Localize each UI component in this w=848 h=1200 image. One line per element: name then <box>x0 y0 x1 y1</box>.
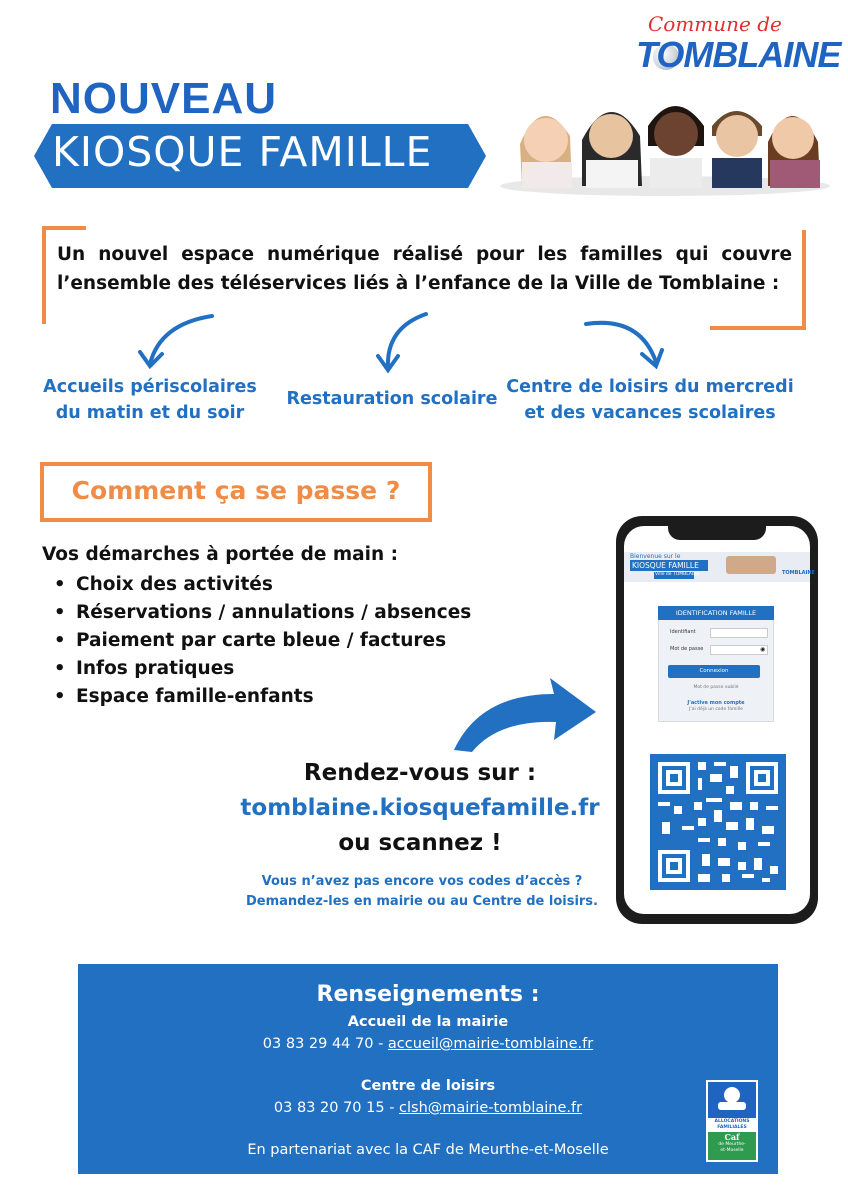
phone-screen <box>624 526 815 914</box>
category-centre-loisirs <box>504 374 796 426</box>
screen-logo: TOMBLAINE <box>782 570 815 576</box>
category-periscolaire <box>40 374 260 426</box>
list-item: • Espace famille-enfants <box>50 683 471 711</box>
caf-line3: Caf <box>724 1132 740 1142</box>
eye-icon[interactable]: ◉ <box>760 646 766 653</box>
category-periscolaire-line2: du matin et du soir <box>55 403 245 423</box>
screen-panel-title: IDENTIFICATION FAMILLE <box>675 609 757 617</box>
title-nouveau: NOUVEAU <box>50 74 278 123</box>
intro-paragraph: Un nouvel espace numérique réalisé pour les familles qui couvre l’ensemble des téléservices liés à l’enfance de la Ville de Tomblaine : <box>57 244 792 294</box>
screen-password-label: Mot de passe <box>670 646 704 652</box>
footer-centre-contact <box>78 1100 778 1116</box>
category-periscolaire-line1: Accueils périscolaires <box>43 377 257 397</box>
kiosque-url-link[interactable]: tomblaine.kiosquefamille.fr <box>240 795 600 821</box>
steps-title: Vos démarches à portée de main : <box>42 544 398 565</box>
category-restauration-line1: Restauration scolaire <box>286 389 498 409</box>
footer-centre-email-link[interactable]: clsh@mairie-tomblaine.fr <box>399 1100 583 1116</box>
screen-identifiant-input[interactable] <box>710 628 768 638</box>
footer-mairie-phone: 03 83 29 44 70 - <box>262 1036 388 1052</box>
phone-notch <box>668 522 766 540</box>
list-item: • Choix des activités <box>50 571 471 599</box>
access-codes-note-line1: Vous n’avez pas encore vos codes d’accès ? <box>261 874 583 889</box>
access-codes-note-line2: Demandez-les en mairie ou au Centre de loisirs. <box>245 894 598 909</box>
screen-login-label: Connexion <box>699 668 729 674</box>
footer-mairie-title: Accueil de la mairie <box>347 1014 509 1030</box>
caf-logo <box>706 1080 758 1162</box>
logo-script-text: Commune de <box>648 12 782 36</box>
caf-line2: FAMILIALES <box>717 1125 747 1130</box>
list-item: • Paiement par carte bleue / factures <box>50 627 471 655</box>
footer-title: Renseignements : <box>316 982 540 1007</box>
title-kiosque-famille: KIOSQUE FAMILLE <box>52 128 433 176</box>
category-centre-loisirs-line1: Centre de loisirs du mercredi <box>506 377 794 397</box>
how-title: Comment ça se passe ? <box>71 476 401 505</box>
footer-partner: En partenariat avec la CAF de Meurthe-et-Moselle <box>247 1142 609 1158</box>
access-codes-note <box>232 872 612 912</box>
caf-line5: et-Moselle <box>720 1148 744 1153</box>
caf-line4: de Meurthe- <box>718 1142 746 1147</box>
screen-ville: Ville de TOMBLAINE <box>655 572 700 577</box>
footer-mairie-email-link[interactable]: accueil@mairie-tomblaine.fr <box>387 1036 594 1052</box>
screen-brand: KIOSQUE FAMILLE <box>632 561 699 570</box>
category-restauration <box>282 386 502 412</box>
screen-identifiant-label: Identifiant <box>670 629 696 635</box>
scan-label: ou scannez ! <box>338 830 502 856</box>
qr-code <box>650 754 786 890</box>
big-curved-arrow-icon <box>450 674 600 754</box>
footer-centre-title: Centre de loisirs <box>360 1078 496 1094</box>
caf-line1: ALLOCATIONS <box>714 1119 750 1124</box>
screen-welcome: Bienvenue sur le <box>630 553 681 560</box>
list-item: • Réservations / annulations / absences <box>50 599 471 627</box>
screen-activate-link[interactable]: J'active mon compte <box>687 700 745 706</box>
children-photo <box>500 86 830 196</box>
steps-list <box>50 571 471 711</box>
screen-forgot-link[interactable]: Mot de passe oublié <box>693 685 739 690</box>
list-item: • Infos pratiques <box>50 655 471 683</box>
caf-emblem-icon <box>708 1082 756 1118</box>
category-centre-loisirs-line2: et des vacances scolaires <box>524 403 776 423</box>
footer-mairie-contact <box>78 1036 778 1052</box>
logo-wordmark: TOMBLAINE <box>636 34 841 75</box>
screen-activate-sub: J'ai déjà un code famille <box>689 707 743 712</box>
footer-centre-phone: 03 83 20 70 15 - <box>273 1100 400 1116</box>
rendezvous-label: Rendez-vous sur : <box>303 760 537 786</box>
category-arrows <box>130 306 830 380</box>
